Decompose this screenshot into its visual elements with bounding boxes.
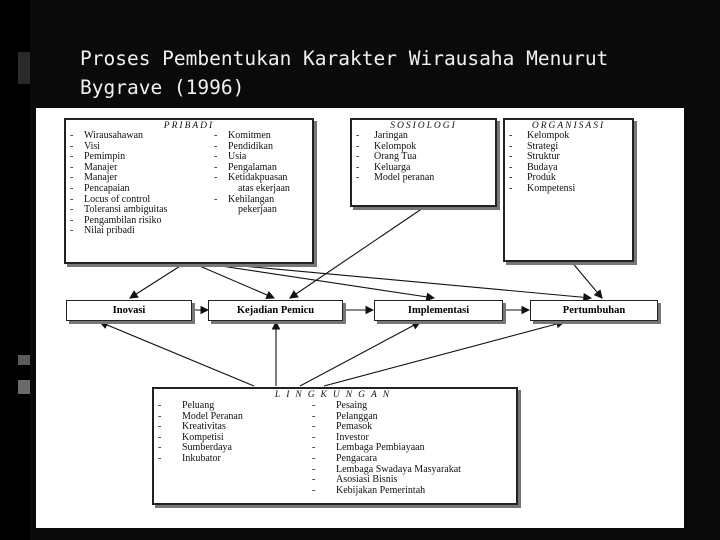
- bullet-dash: -: [214, 151, 218, 163]
- list-item: [70, 131, 167, 142]
- list-item-text: Kreativitas: [182, 421, 226, 433]
- bullet-dash: -: [214, 161, 218, 173]
- bullet-dash: -: [158, 442, 162, 454]
- list-item-text: Pencapaian: [84, 182, 130, 194]
- list-item-text: Ketidakpuasan: [228, 172, 288, 184]
- bullet-dash: -: [356, 161, 360, 173]
- pribadi-list-1: [70, 131, 167, 237]
- list-item-text: Pemimpin: [84, 151, 126, 163]
- bullet-dash: -: [70, 204, 74, 216]
- list-item: [70, 226, 167, 237]
- list-item: [312, 422, 461, 433]
- organisasi-box: [503, 118, 634, 262]
- bullet-dash: -: [312, 452, 316, 464]
- list-item-text: Kehilangan: [228, 193, 275, 205]
- bullet-dash: -: [509, 161, 513, 173]
- list-item-text: Asosiasi Bisnis: [336, 474, 398, 486]
- arrow: [570, 260, 602, 298]
- bullet-dash: -: [214, 130, 218, 141]
- list-item-text: Toleransi ambiguitas: [84, 204, 168, 216]
- accent-bar: [18, 52, 30, 84]
- slide-title-line2: Bygrave (1996): [80, 76, 245, 99]
- list-item-text: Produk: [527, 172, 556, 184]
- list-item-text: Komitmen: [228, 130, 271, 141]
- list-item-text: Pelanggan: [336, 410, 378, 422]
- bullet-dash: -: [70, 172, 74, 184]
- list-item-text: Pemasok: [336, 421, 373, 433]
- lingkungan-list-2: [312, 401, 461, 496]
- list-item: [356, 131, 434, 142]
- bullet-dash: -: [158, 400, 162, 411]
- bullet-dash: -: [70, 225, 74, 237]
- list-item-text: Investor: [336, 431, 369, 443]
- list-item-text: Budaya: [527, 161, 558, 173]
- list-item-text: Pesaing: [336, 400, 368, 411]
- list-item: [214, 184, 290, 195]
- bullet-dash: -: [356, 130, 360, 141]
- accent-bar: [18, 380, 30, 394]
- list-item-text: pekerjaan: [238, 204, 277, 216]
- bullet-dash: -: [158, 410, 162, 422]
- list-item-text: Lembaga Pembiayaan: [336, 442, 425, 454]
- list-item-text: Lembaga Swadaya Masyarakat: [336, 463, 461, 475]
- sosiologi-box: [350, 118, 497, 207]
- slide-title-line1: Proses Pembentukan Karakter Wirausaha Menurut: [80, 47, 609, 70]
- list-item-text: Keluarga: [374, 161, 411, 173]
- stage-inovasi: Inovasi: [66, 300, 192, 321]
- list-item-text: Usia: [228, 151, 247, 163]
- list-item: [312, 412, 461, 423]
- bullet-dash: -: [509, 182, 513, 194]
- list-item-text: Peluang: [182, 400, 215, 411]
- bullet-dash: -: [356, 151, 360, 163]
- stage-implementasi: Implementasi: [374, 300, 503, 321]
- list-item-text: Orang Tua: [374, 151, 417, 163]
- list-item: [509, 131, 575, 142]
- bullet-dash: -: [509, 172, 513, 184]
- bullet-dash: -: [70, 151, 74, 163]
- bullet-dash: -: [312, 474, 316, 486]
- list-item-text: Nilai pribadi: [84, 225, 135, 237]
- bullet-dash: -: [70, 161, 74, 173]
- list-item: [312, 401, 461, 412]
- bullet-dash: -: [312, 463, 316, 475]
- list-item-text: Manajer: [84, 161, 118, 173]
- list-item: [214, 205, 290, 216]
- lingkungan-title: LINGKUNGAN: [274, 390, 396, 400]
- organisasi-list: [509, 131, 575, 195]
- list-item-text: Kelompok: [527, 130, 570, 141]
- list-item-text: Kelompok: [374, 140, 417, 152]
- list-item-text: Inkubator: [182, 452, 221, 464]
- list-item: [214, 142, 290, 153]
- bullet-dash: -: [70, 214, 74, 226]
- diagram-figure: [36, 108, 684, 528]
- list-item: [509, 184, 575, 195]
- arrow: [188, 261, 591, 298]
- bullet-dash: -: [214, 193, 218, 205]
- lingkungan-list-1: [158, 401, 243, 465]
- list-item: [312, 486, 461, 497]
- list-item: [158, 454, 243, 465]
- bullet-dash: -: [509, 130, 513, 141]
- list-item-text: Struktur: [527, 151, 560, 163]
- bullet-dash: -: [158, 452, 162, 464]
- list-item-text: Model peranan: [374, 172, 435, 184]
- arrow: [100, 322, 254, 386]
- pribadi-list-2: [214, 131, 290, 216]
- list-item-text: Wirausahawan: [84, 130, 144, 141]
- list-item: [356, 173, 434, 184]
- arrow: [130, 261, 188, 298]
- bullet-dash: -: [509, 140, 513, 152]
- list-item-text: Jaringan: [374, 130, 408, 141]
- bullet-dash: -: [70, 140, 74, 152]
- list-item-text: Pendidikan: [228, 140, 273, 152]
- bullet-dash: -: [509, 151, 513, 163]
- pribadi-box: [64, 118, 314, 264]
- bullet-dash: -: [312, 421, 316, 433]
- list-item-text: Locus of control: [84, 193, 151, 205]
- stage-pertumbuhan: Pertumbuhan: [530, 300, 658, 321]
- stage-kejadian-pemicu: Kejadian Pemicu: [208, 300, 343, 321]
- list-item-text: Manajer: [84, 172, 118, 184]
- arrow: [188, 261, 274, 298]
- list-item-text: Sumberdaya: [182, 442, 232, 454]
- list-item-text: Model Peranan: [182, 410, 243, 422]
- bullet-dash: -: [70, 130, 74, 141]
- bullet-dash: -: [356, 172, 360, 184]
- list-item: [312, 454, 461, 465]
- list-item-text: Visi: [84, 140, 101, 152]
- bullet-dash: -: [312, 442, 316, 454]
- arrow: [188, 261, 434, 298]
- accent-bar: [18, 355, 30, 365]
- bullet-dash: -: [158, 431, 162, 443]
- sosiologi-list: [356, 131, 434, 184]
- list-item-text: Kompetisi: [182, 431, 224, 443]
- pribadi-title: PRIBADI: [163, 121, 215, 131]
- bullet-dash: -: [312, 400, 316, 411]
- list-item-text: Pengalaman: [228, 161, 277, 173]
- bullet-dash: -: [312, 410, 316, 422]
- bullet-dash: -: [312, 431, 316, 443]
- bullet-dash: -: [312, 484, 316, 496]
- bullet-dash: -: [214, 172, 218, 184]
- list-item-text: atas ekerjaan: [238, 182, 290, 194]
- list-item-text: Pengambilan risiko: [84, 214, 162, 226]
- list-item: [158, 401, 243, 412]
- list-item-text: Pengacara: [336, 452, 378, 464]
- list-item-text: Strategi: [527, 140, 559, 152]
- lingkungan-box: [152, 387, 518, 505]
- bullet-dash: -: [158, 421, 162, 433]
- bullet-dash: -: [70, 193, 74, 205]
- list-item-text: Kebijakan Pemerintah: [336, 484, 426, 496]
- bullet-dash: -: [70, 182, 74, 194]
- organisasi-title: ORGANISASI: [531, 121, 606, 131]
- slide-title: [80, 44, 608, 102]
- list-item: [214, 131, 290, 142]
- list-item-text: Kompetensi: [527, 182, 576, 194]
- list-item: [312, 443, 461, 454]
- bullet-dash: -: [356, 140, 360, 152]
- sosiologi-title: SOSIOLOGI: [390, 121, 457, 131]
- bullet-dash: -: [214, 140, 218, 152]
- list-item: [70, 184, 167, 195]
